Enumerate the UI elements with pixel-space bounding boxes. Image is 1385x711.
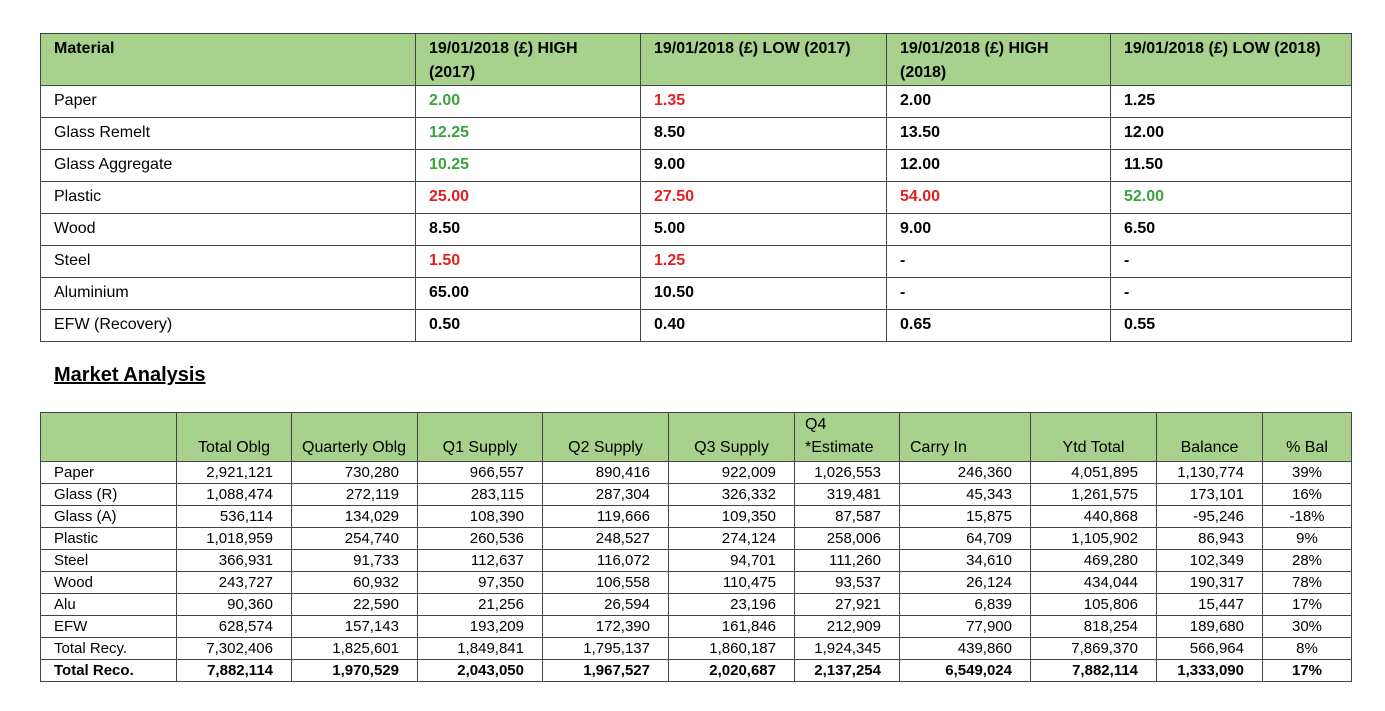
header-low-2018: 19/01/2018 (£) LOW (2018) [1111, 34, 1352, 86]
analysis-cell: 23,196 [669, 594, 795, 616]
analysis-pct-cell: 39% [1263, 462, 1352, 484]
analysis-cell: 248,527 [543, 528, 669, 550]
analysis-row [41, 638, 1352, 660]
analysis-cell: 173,101 [1157, 484, 1263, 506]
analysis-cell: 283,115 [418, 484, 543, 506]
analysis-cell: 189,680 [1157, 616, 1263, 638]
analysis-cell: 111,260 [795, 550, 900, 572]
price-cell: 13.50 [887, 118, 1111, 150]
price-cell: - [1111, 278, 1352, 310]
price-cell: 27.50 [641, 182, 887, 214]
analysis-row-material: Glass (R) [41, 484, 177, 506]
price-row-material: EFW (Recovery) [41, 310, 416, 342]
analysis-row-material: Plastic [41, 528, 177, 550]
price-cell: 0.50 [416, 310, 641, 342]
analysis-cell: 730,280 [292, 462, 418, 484]
analysis-cell: 2,043,050 [418, 660, 543, 682]
price-cell: 0.65 [887, 310, 1111, 342]
market-analysis-table [40, 412, 1352, 682]
analysis-cell: 246,360 [900, 462, 1031, 484]
price-row-material: Plastic [41, 182, 416, 214]
analysis-cell: 890,416 [543, 462, 669, 484]
analysis-cell: 102,349 [1157, 550, 1263, 572]
analysis-row [41, 484, 1352, 506]
analysis-cell: 566,964 [1157, 638, 1263, 660]
header-balance: Balance [1157, 413, 1263, 462]
price-cell: 2.00 [416, 86, 641, 118]
price-row [41, 150, 1352, 182]
analysis-cell: 34,610 [900, 550, 1031, 572]
analysis-header-row [41, 413, 1352, 462]
analysis-cell: 1,924,345 [795, 638, 900, 660]
analysis-pct-cell: 78% [1263, 572, 1352, 594]
analysis-cell: 1,130,774 [1157, 462, 1263, 484]
header-material: Material [41, 34, 416, 86]
header-q2-supply: Q2 Supply [543, 413, 669, 462]
analysis-cell: 1,795,137 [543, 638, 669, 660]
analysis-row-material: Glass (A) [41, 506, 177, 528]
price-row-material: Paper [41, 86, 416, 118]
analysis-cell: 161,846 [669, 616, 795, 638]
price-row [41, 118, 1352, 150]
analysis-cell: 105,806 [1031, 594, 1157, 616]
analysis-cell: 22,590 [292, 594, 418, 616]
analysis-cell: 1,967,527 [543, 660, 669, 682]
analysis-cell: 2,020,687 [669, 660, 795, 682]
analysis-cell: 193,209 [418, 616, 543, 638]
price-cell: 6.50 [1111, 214, 1352, 246]
analysis-cell: 116,072 [543, 550, 669, 572]
analysis-row [41, 550, 1352, 572]
price-cell: 10.50 [641, 278, 887, 310]
analysis-cell: 1,105,902 [1031, 528, 1157, 550]
analysis-cell: 628,574 [177, 616, 292, 638]
price-cell: 1.25 [1111, 86, 1352, 118]
analysis-cell: 1,018,959 [177, 528, 292, 550]
analysis-cell: 536,114 [177, 506, 292, 528]
price-cell: 2.00 [887, 86, 1111, 118]
analysis-pct-cell: 9% [1263, 528, 1352, 550]
price-cell: 12.00 [1111, 118, 1352, 150]
header-low-2017: 19/01/2018 (£) LOW (2017) [641, 34, 887, 86]
analysis-cell: 87,587 [795, 506, 900, 528]
analysis-cell: 26,594 [543, 594, 669, 616]
header-pct-bal: % Bal [1263, 413, 1352, 462]
analysis-pct-cell: 17% [1263, 594, 1352, 616]
analysis-cell: 1,970,529 [292, 660, 418, 682]
price-row-material: Aluminium [41, 278, 416, 310]
analysis-cell: 1,825,601 [292, 638, 418, 660]
analysis-cell: 1,261,575 [1031, 484, 1157, 506]
analysis-cell: 440,868 [1031, 506, 1157, 528]
analysis-cell: 7,882,114 [1031, 660, 1157, 682]
analysis-pct-cell: 16% [1263, 484, 1352, 506]
analysis-cell: 366,931 [177, 550, 292, 572]
price-cell: 1.35 [641, 86, 887, 118]
analysis-cell: 6,549,024 [900, 660, 1031, 682]
analysis-cell: 966,557 [418, 462, 543, 484]
analysis-row-material: Steel [41, 550, 177, 572]
price-row [41, 310, 1352, 342]
analysis-row-material: Wood [41, 572, 177, 594]
analysis-cell: 60,932 [292, 572, 418, 594]
price-row [41, 278, 1352, 310]
analysis-row-material: Total Reco. [41, 660, 177, 682]
price-cell: 0.40 [641, 310, 887, 342]
analysis-cell: 90,360 [177, 594, 292, 616]
analysis-row-material: Paper [41, 462, 177, 484]
header-total-oblg-text: Total Oblg [197, 439, 271, 456]
price-cell: 8.50 [641, 118, 887, 150]
price-cell: 12.25 [416, 118, 641, 150]
analysis-cell: 260,536 [418, 528, 543, 550]
analysis-cell: 21,256 [418, 594, 543, 616]
price-cell: - [887, 246, 1111, 278]
analysis-cell: 77,900 [900, 616, 1031, 638]
analysis-cell: 94,701 [669, 550, 795, 572]
header-high-2017: 19/01/2018 (£) HIGH (2017) [416, 34, 641, 86]
price-cell: 25.00 [416, 182, 641, 214]
analysis-cell: 27,921 [795, 594, 900, 616]
analysis-cell: 287,304 [543, 484, 669, 506]
analysis-cell: 134,029 [292, 506, 418, 528]
analysis-cell: 97,350 [418, 572, 543, 594]
analysis-pct-cell: 30% [1263, 616, 1352, 638]
analysis-pct-cell: 17% [1263, 660, 1352, 682]
analysis-cell: 109,350 [669, 506, 795, 528]
analysis-cell: 26,124 [900, 572, 1031, 594]
price-row [41, 214, 1352, 246]
analysis-cell: 7,869,370 [1031, 638, 1157, 660]
market-analysis-title: Market Analysis [54, 364, 206, 386]
analysis-cell: 922,009 [669, 462, 795, 484]
price-cell: - [1111, 246, 1352, 278]
header-total-oblg [177, 413, 292, 462]
header-q4-estimate: Q4 *Estimate [795, 413, 900, 462]
price-cell: 9.00 [641, 150, 887, 182]
analysis-cell: 7,302,406 [177, 638, 292, 660]
analysis-cell: 212,909 [795, 616, 900, 638]
price-cell: - [887, 278, 1111, 310]
analysis-cell: 2,921,121 [177, 462, 292, 484]
header-q1-supply: Q1 Supply [418, 413, 543, 462]
analysis-row [41, 616, 1352, 638]
analysis-cell: 434,044 [1031, 572, 1157, 594]
analysis-cell: 1,026,553 [795, 462, 900, 484]
price-cell: 0.55 [1111, 310, 1352, 342]
analysis-cell: 258,006 [795, 528, 900, 550]
analysis-cell: 110,475 [669, 572, 795, 594]
price-cell: 12.00 [887, 150, 1111, 182]
analysis-cell: 15,875 [900, 506, 1031, 528]
analysis-cell: 45,343 [900, 484, 1031, 506]
analysis-cell: 6,839 [900, 594, 1031, 616]
analysis-row [41, 572, 1352, 594]
analysis-cell: 274,124 [669, 528, 795, 550]
header-ytd-total: Ytd Total [1031, 413, 1157, 462]
price-cell: 65.00 [416, 278, 641, 310]
price-row-material: Steel [41, 246, 416, 278]
price-table-header-row [41, 34, 1352, 86]
analysis-row-material: EFW [41, 616, 177, 638]
analysis-cell: 4,051,895 [1031, 462, 1157, 484]
analysis-cell: 112,637 [418, 550, 543, 572]
analysis-cell: 1,333,090 [1157, 660, 1263, 682]
analysis-cell: 119,666 [543, 506, 669, 528]
header-quarterly-oblg: Quarterly Oblg [292, 413, 418, 462]
analysis-cell: 439,860 [900, 638, 1031, 660]
header-q3-supply: Q3 Supply [669, 413, 795, 462]
analysis-cell: 2,137,254 [795, 660, 900, 682]
analysis-cell: 243,727 [177, 572, 292, 594]
analysis-cell: 7,882,114 [177, 660, 292, 682]
analysis-cell: 86,943 [1157, 528, 1263, 550]
analysis-row [41, 594, 1352, 616]
price-cell: 1.25 [641, 246, 887, 278]
analysis-cell: 15,447 [1157, 594, 1263, 616]
analysis-cell: 319,481 [795, 484, 900, 506]
price-row-material: Wood [41, 214, 416, 246]
analysis-row [41, 660, 1352, 682]
analysis-row [41, 528, 1352, 550]
analysis-cell: 1,088,474 [177, 484, 292, 506]
price-cell: 1.50 [416, 246, 641, 278]
price-cell: 8.50 [416, 214, 641, 246]
analysis-cell: 326,332 [669, 484, 795, 506]
header-carry-in: Carry In [900, 413, 1031, 462]
price-cell: 52.00 [1111, 182, 1352, 214]
analysis-cell: 106,558 [543, 572, 669, 594]
analysis-cell: 254,740 [292, 528, 418, 550]
price-row [41, 182, 1352, 214]
analysis-cell: 172,390 [543, 616, 669, 638]
analysis-cell: 93,537 [795, 572, 900, 594]
price-row-material: Glass Aggregate [41, 150, 416, 182]
analysis-pct-cell: 8% [1263, 638, 1352, 660]
analysis-cell: 108,390 [418, 506, 543, 528]
analysis-pct-cell: -18% [1263, 506, 1352, 528]
analysis-pct-cell: 28% [1263, 550, 1352, 572]
price-cell: 5.00 [641, 214, 887, 246]
analysis-cell: 157,143 [292, 616, 418, 638]
analysis-cell: 272,119 [292, 484, 418, 506]
analysis-cell: -95,246 [1157, 506, 1263, 528]
material-price-table [40, 33, 1352, 342]
price-row [41, 86, 1352, 118]
analysis-cell: 91,733 [292, 550, 418, 572]
price-cell: 9.00 [887, 214, 1111, 246]
price-row-material: Glass Remelt [41, 118, 416, 150]
analysis-cell: 469,280 [1031, 550, 1157, 572]
price-row [41, 246, 1352, 278]
analysis-row-material: Total Recy. [41, 638, 177, 660]
header-high-2018: 19/01/2018 (£) HIGH (2018) [887, 34, 1111, 86]
price-cell: 10.25 [416, 150, 641, 182]
price-cell: 54.00 [887, 182, 1111, 214]
analysis-row [41, 506, 1352, 528]
analysis-cell: 1,849,841 [418, 638, 543, 660]
header-blank [41, 413, 177, 462]
analysis-row-material: Alu [41, 594, 177, 616]
analysis-row [41, 462, 1352, 484]
analysis-cell: 190,317 [1157, 572, 1263, 594]
analysis-cell: 64,709 [900, 528, 1031, 550]
analysis-cell: 818,254 [1031, 616, 1157, 638]
analysis-cell: 1,860,187 [669, 638, 795, 660]
price-cell: 11.50 [1111, 150, 1352, 182]
